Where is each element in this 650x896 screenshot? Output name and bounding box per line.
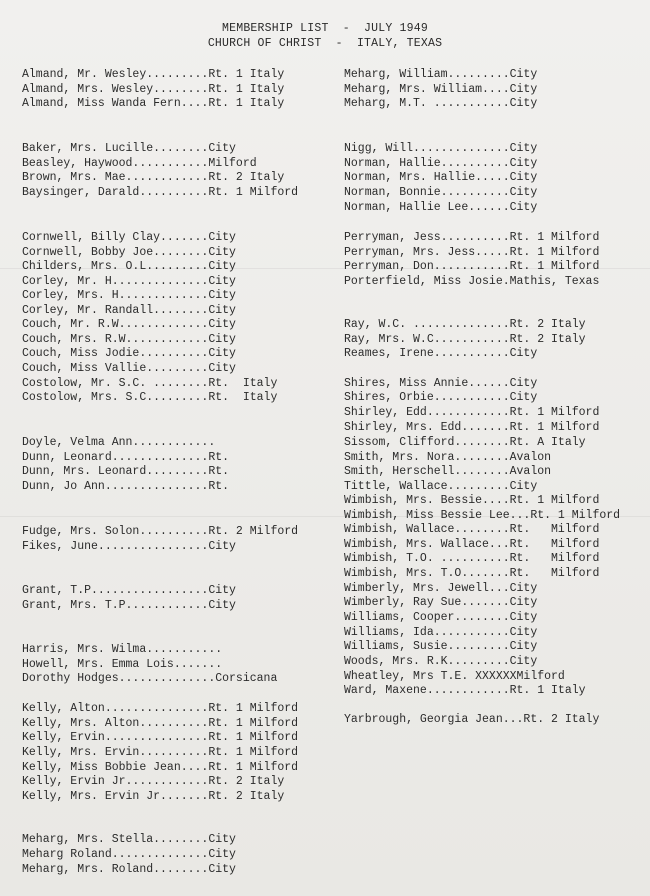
member-entry: Ray, W.C. ..............Rt. 2 Italy xyxy=(344,318,586,331)
member-entry: Woods, Mrs. R.K.........City xyxy=(344,655,538,668)
member-entry: Meharg, M.T. ...........City xyxy=(344,97,538,110)
member-entry: Dunn, Jo Ann...............Rt. xyxy=(22,480,230,493)
member-entry: Costolow, Mrs. S.C.........Rt. Italy xyxy=(22,391,278,404)
member-entry: Wimbish, Mrs. Wallace...Rt. Milford xyxy=(344,538,600,551)
member-entry: Smith, Mrs. Nora........Avalon xyxy=(344,451,552,464)
member-entry: Corley, Mr. Randall........City xyxy=(22,304,236,317)
member-entry: Dorothy Hodges..............Corsicana xyxy=(22,672,278,685)
member-entry: Wheatley, Mrs T.E. XXXXXXMilford xyxy=(344,670,565,683)
member-entry: Grant, T.P.................City xyxy=(22,584,236,597)
member-entry: Yarbrough, Georgia Jean...Rt. 2 Italy xyxy=(344,713,600,726)
member-entry: Beasley, Haywood...........Milford xyxy=(22,157,257,170)
member-entry: Ray, Mrs. W.C...........Rt. 2 Italy xyxy=(344,333,586,346)
member-entry: Norman, Hallie Lee......City xyxy=(344,201,538,214)
member-entry: Harris, Mrs. Wilma........... xyxy=(22,643,223,656)
member-entry: Almand, Mr. Wesley.........Rt. 1 Italy xyxy=(22,68,285,81)
document-subtitle: CHURCH OF CHRIST - ITALY, TEXAS xyxy=(207,37,443,50)
member-entry: Kelly, Miss Bobbie Jean....Rt. 1 Milford xyxy=(22,761,299,774)
member-entry: Norman, Bonnie..........City xyxy=(344,186,538,199)
member-entry: Baker, Mrs. Lucille........City xyxy=(22,142,236,155)
member-entry: Costolow, Mr. S.C. ........Rt. Italy xyxy=(22,377,278,390)
member-entry: Doyle, Velma Ann............ xyxy=(22,436,216,449)
member-entry: Meharg, Mrs. Roland........City xyxy=(22,863,236,876)
paper-fold-line xyxy=(0,516,650,517)
member-entry: Dunn, Leonard..............Rt. xyxy=(22,451,230,464)
paper-fold-line xyxy=(0,268,650,269)
member-entry: Couch, Mr. R.W.............City xyxy=(22,318,236,331)
member-entry: Wimberly, Ray Sue.......City xyxy=(344,596,538,609)
member-entry: Meharg, William.........City xyxy=(344,68,538,81)
member-entry: Ward, Maxene............Rt. 1 Italy xyxy=(344,684,586,697)
member-entry: Perryman, Mrs. Jess.....Rt. 1 Milford xyxy=(344,246,600,259)
member-entry: Fikes, June................City xyxy=(22,540,236,553)
document-title: MEMBERSHIP LIST - JULY 1949 xyxy=(222,22,428,35)
member-entry: Kelly, Alton...............Rt. 1 Milford xyxy=(22,702,299,715)
member-entry: Wimbish, T.O. ..........Rt. Milford xyxy=(344,552,600,565)
member-entry: Reames, Irene...........City xyxy=(344,347,538,360)
member-entry: Cornwell, Bobby Joe........City xyxy=(22,246,236,259)
member-entry: Wimbish, Mrs. T.O.......Rt. Milford xyxy=(344,567,600,580)
member-entry: Wimbish, Mrs. Bessie....Rt. 1 Milford xyxy=(344,494,600,507)
member-entry: Corley, Mr. H..............City xyxy=(22,275,236,288)
member-entry: Nigg, Will..............City xyxy=(344,142,538,155)
member-entry: Shires, Orbie...........City xyxy=(344,391,538,404)
member-entry: Kelly, Ervin...............Rt. 1 Milford xyxy=(22,731,299,744)
member-entry: Williams, Cooper........City xyxy=(344,611,538,624)
member-entry: Couch, Mrs. R.W............City xyxy=(22,333,236,346)
member-entry: Norman, Mrs. Hallie.....City xyxy=(344,171,538,184)
member-entry: Norman, Hallie..........City xyxy=(344,157,538,170)
member-entry: Almand, Mrs. Wesley........Rt. 1 Italy xyxy=(22,83,285,96)
member-entry: Kelly, Ervin Jr............Rt. 2 Italy xyxy=(22,775,285,788)
member-entry: Smith, Herschell........Avalon xyxy=(344,465,552,478)
member-entry: Fudge, Mrs. Solon..........Rt. 2 Milford xyxy=(22,525,299,538)
member-entry: Couch, Miss Jodie..........City xyxy=(22,347,236,360)
member-entry: Childers, Mrs. O.L.........City xyxy=(22,260,236,273)
member-entry: Corley, Mrs. H.............City xyxy=(22,289,236,302)
member-entry: Porterfield, Miss Josie.Mathis, Texas xyxy=(344,275,600,288)
member-entry: Williams, Ida...........City xyxy=(344,626,538,639)
member-entry: Kelly, Mrs. Ervin..........Rt. 1 Milford xyxy=(22,746,299,759)
member-entry: Wimberly, Mrs. Jewell...City xyxy=(344,582,538,595)
member-entry: Sissom, Clifford........Rt. A Italy xyxy=(344,436,586,449)
member-entry: Perryman, Jess..........Rt. 1 Milford xyxy=(344,231,600,244)
member-entry: Shires, Miss Annie......City xyxy=(344,377,538,390)
member-entry: Almand, Miss Wanda Fern....Rt. 1 Italy xyxy=(22,97,285,110)
member-entry: Williams, Susie.........City xyxy=(344,640,538,653)
member-entry: Shirley, Edd............Rt. 1 Milford xyxy=(344,406,600,419)
member-entry: Couch, Miss Vallie.........City xyxy=(22,362,236,375)
member-entry: Wimbish, Miss Bessie Lee...Rt. 1 Milford xyxy=(344,509,621,522)
member-entry: Wimbish, Wallace........Rt. Milford xyxy=(344,523,600,536)
member-entry: Meharg, Mrs. Stella........City xyxy=(22,833,236,846)
member-entry: Meharg Roland..............City xyxy=(22,848,236,861)
member-entry: Howell, Mrs. Emma Lois....... xyxy=(22,658,223,671)
member-entry: Shirley, Mrs. Edd.......Rt. 1 Milford xyxy=(344,421,600,434)
member-entry: Brown, Mrs. Mae............Rt. 2 Italy xyxy=(22,171,285,184)
member-entry: Dunn, Mrs. Leonard.........Rt. xyxy=(22,465,230,478)
member-entry: Kelly, Mrs. Ervin Jr.......Rt. 2 Italy xyxy=(22,790,285,803)
member-entry: Tittle, Wallace.........City xyxy=(344,480,538,493)
member-entry: Meharg, Mrs. William....City xyxy=(344,83,538,96)
member-entry: Cornwell, Billy Clay.......City xyxy=(22,231,236,244)
member-entry: Perryman, Don...........Rt. 1 Milford xyxy=(344,260,600,273)
member-entry: Baysinger, Darald..........Rt. 1 Milford xyxy=(22,186,299,199)
member-entry: Kelly, Mrs. Alton..........Rt. 1 Milford xyxy=(22,717,299,730)
member-entry: Grant, Mrs. T.P............City xyxy=(22,599,236,612)
